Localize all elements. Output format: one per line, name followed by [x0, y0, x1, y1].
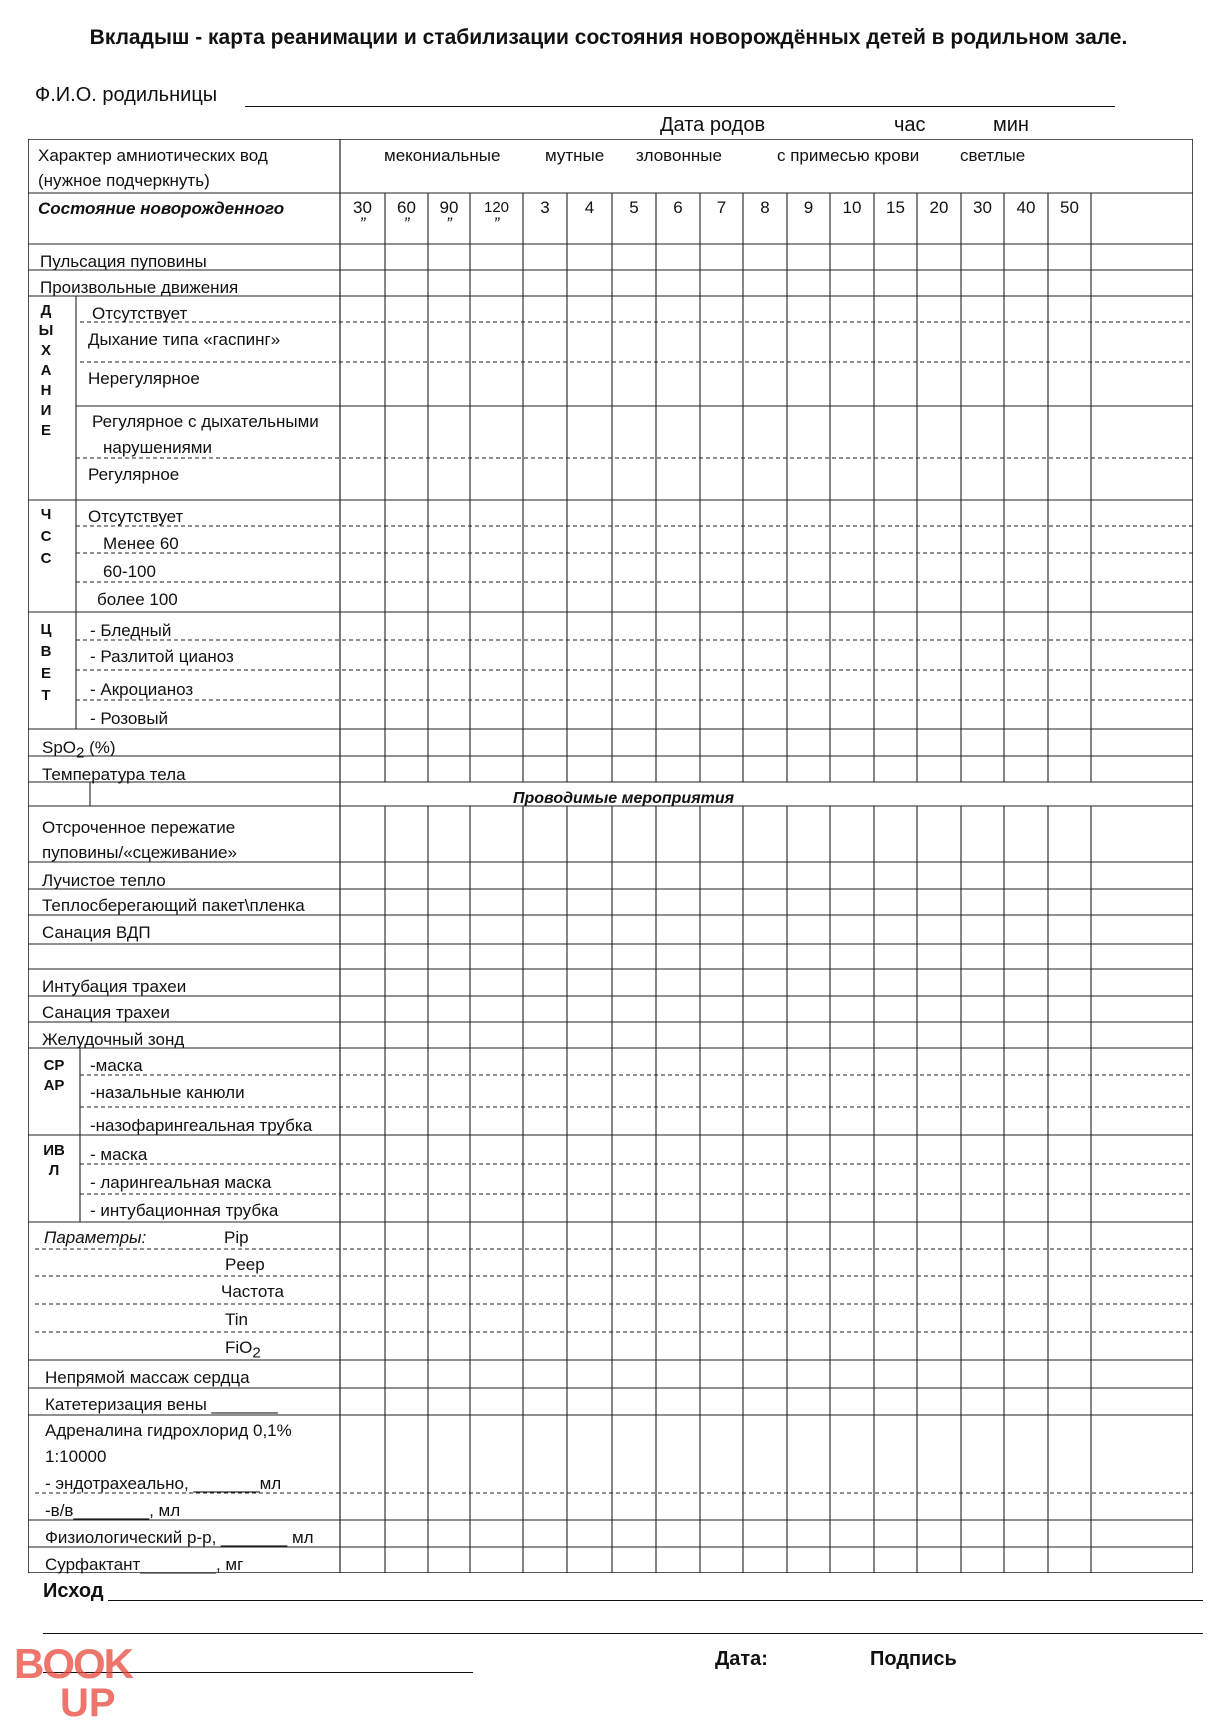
outcome-field-2[interactable]	[43, 1633, 1203, 1634]
row-vein-catheter: Катетеризация вены _______	[45, 1395, 278, 1414]
time-col-13: 20	[929, 198, 949, 217]
hr-group-letter-1: С	[40, 528, 52, 545]
watermark-text-1: BOOK	[14, 1640, 132, 1687]
breathing-regular-disorders-2: нарушениями	[103, 438, 212, 457]
cpap-mask: -маска	[90, 1056, 143, 1075]
row-spo2: SpO$_2$ (%)	[42, 738, 116, 762]
color-group-letter-1: В	[40, 643, 52, 660]
time-col-0: 30	[353, 198, 372, 217]
seconds-mark-0: ”	[359, 214, 366, 233]
seconds-mark-2: ”	[446, 214, 452, 233]
breathing-regular: Регулярное	[88, 465, 180, 484]
amniotic-option-clear[interactable]: светлые	[960, 146, 1026, 165]
time-col-4: 3	[540, 198, 550, 217]
breathing-group-letter-1: Ы	[38, 322, 54, 339]
time-col-15: 40	[1016, 198, 1036, 217]
breathing-regular-disorders: Регулярное с дыхательными	[92, 412, 319, 431]
measures-section-label: Проводимые мероприятия	[513, 790, 735, 807]
date-label: Дата:	[715, 1648, 768, 1670]
breathing-group-letter-2: Х	[40, 342, 51, 359]
amniotic-option-blood[interactable]: с примесью крови	[777, 146, 920, 165]
param-peep: Peep	[225, 1255, 265, 1274]
time-col-1: 60	[397, 198, 416, 217]
color-group-letter-2: Е	[40, 665, 51, 682]
row-intubation: Интубация трахеи	[42, 977, 187, 996]
hr-group-letter-0: Ч	[40, 506, 52, 523]
amniotic-option-turbid[interactable]: мутные	[545, 146, 605, 165]
cpap-nasopharyngeal-tube: -назофарингеальная трубка	[90, 1116, 313, 1135]
row-temperature: Температура тела	[42, 765, 186, 784]
time-col-10: 9	[803, 198, 814, 217]
amniotic-label: Характер амниотических вод	[38, 146, 268, 165]
color-pale: - Бледный	[90, 621, 172, 640]
hr-absent: Отсутствует	[88, 507, 184, 526]
row-umbilical-pulsation: Пульсация пуповины	[40, 252, 207, 271]
time-col-2: 90	[439, 198, 459, 217]
time-col-7: 6	[673, 198, 683, 217]
amniotic-option-foul[interactable]: зловонные	[636, 146, 722, 165]
ivl-group-label: ИВ Л	[43, 1142, 65, 1179]
ivl-intubation-tube: - интубационная трубка	[90, 1201, 279, 1220]
time-col-14: 30	[973, 198, 992, 217]
hr-group-letter-2: С	[40, 550, 52, 567]
breathing-gasping: Дыхание типа «гаспинг»	[88, 330, 281, 349]
row-saline: Физиологический р-р, _______ мл	[45, 1528, 314, 1547]
breathing-group-letter-5: И	[40, 402, 52, 419]
hr-60-100: 60-100	[103, 562, 156, 581]
param-pip: Pip	[224, 1228, 249, 1247]
row-gastric-tube: Желудочный зонд	[42, 1030, 185, 1049]
color-group-letter-3: Т	[41, 687, 51, 704]
row-delayed-clamping: Отсроченное пережатие	[42, 818, 236, 837]
newborn-state-label: Состояние новорожденного	[38, 199, 285, 218]
cpap-nasal-cannula: -назальные канюли	[90, 1083, 245, 1102]
breathing-group-letter-3: А	[40, 362, 52, 379]
time-col-12: 15	[886, 198, 905, 217]
time-col-6: 5	[629, 198, 639, 217]
row-adrenaline-dilution: 1:10000	[45, 1447, 107, 1466]
color-diffuse-cyanosis: - Разлитой цианоз	[90, 647, 234, 666]
time-col-3: 120	[483, 199, 510, 216]
amniotic-option-meconium[interactable]: мекониальные	[384, 146, 501, 165]
breathing-irregular: Нерегулярное	[88, 369, 200, 388]
watermark-text-2: UP	[60, 1681, 116, 1720]
outcome-label: Исход	[43, 1580, 104, 1602]
hr-more-100: более 100	[97, 590, 178, 609]
row-airway-suction: Санация ВДП	[42, 923, 151, 942]
row-trachea-suction: Санация трахеи	[42, 1003, 170, 1022]
hr-less-60: Менее 60	[103, 534, 179, 553]
time-col-16: 50	[1060, 198, 1079, 217]
mother-name-field[interactable]	[245, 106, 1115, 107]
row-radiant-heat: Лучистое тепло	[42, 871, 166, 890]
row-adrenaline-iv: -в/в________, мл	[45, 1501, 181, 1520]
cpap-group-label: СР АР	[43, 1057, 65, 1094]
row-delayed-clamping-2: пуповины/«сцеживание»	[42, 843, 237, 862]
params-label: Параметры:	[44, 1228, 147, 1247]
watermark-logo	[12, 1640, 172, 1720]
color-pink: - Розовый	[90, 709, 169, 728]
mother-name-label: Ф.И.О. родильницы	[35, 84, 218, 106]
time-col-8: 7	[716, 198, 727, 217]
ivl-laryngeal-mask: - ларингеальная маска	[90, 1173, 272, 1192]
time-col-5: 4	[584, 198, 595, 217]
row-surfactant: Сурфактант________, мг	[45, 1555, 244, 1574]
row-spontaneous-movements: Произвольные движения	[40, 278, 239, 297]
outcome-field[interactable]	[108, 1600, 1203, 1601]
row-chest-compressions: Непрямой массаж сердца	[45, 1368, 250, 1387]
seconds-mark-1: ”	[403, 214, 410, 233]
breathing-group-letter-0: Д	[40, 302, 52, 319]
param-fio2: FiO$_2$	[225, 1338, 261, 1362]
ivl-mask: - маска	[90, 1145, 148, 1164]
color-acrocyanosis: - Акроцианоз	[90, 680, 194, 699]
row-thermo-bag: Теплосберегающий пакет\пленка	[42, 896, 305, 915]
breathing-group-letter-6: Е	[40, 422, 51, 439]
param-rate: Частота	[221, 1282, 285, 1301]
time-col-9: 8	[760, 198, 770, 217]
hour-label: час	[894, 114, 926, 136]
form-title: Вкладыш - карта реанимации и стабилизации состояния новорождённых детей в родильном зале.	[89, 26, 1128, 49]
seconds-mark-3: ”	[493, 214, 500, 233]
amniotic-hint: (нужное подчеркнуть)	[38, 171, 210, 190]
color-group-letter-0: Ц	[40, 621, 52, 638]
minute-label: мин	[993, 114, 1029, 136]
param-tin: Tin	[225, 1310, 248, 1329]
row-adrenaline-et: - эндотрахеально, _______мл	[45, 1474, 282, 1493]
signature-label: Подпись	[870, 1648, 957, 1670]
time-col-11: 10	[842, 198, 862, 217]
breathing-group-letter-4: Н	[40, 382, 52, 399]
breathing-absent: Отсутствует	[92, 304, 188, 323]
birth-date-label: Дата родов	[660, 114, 766, 136]
row-adrenaline: Адреналина гидрохлорид 0,1%	[45, 1421, 292, 1440]
